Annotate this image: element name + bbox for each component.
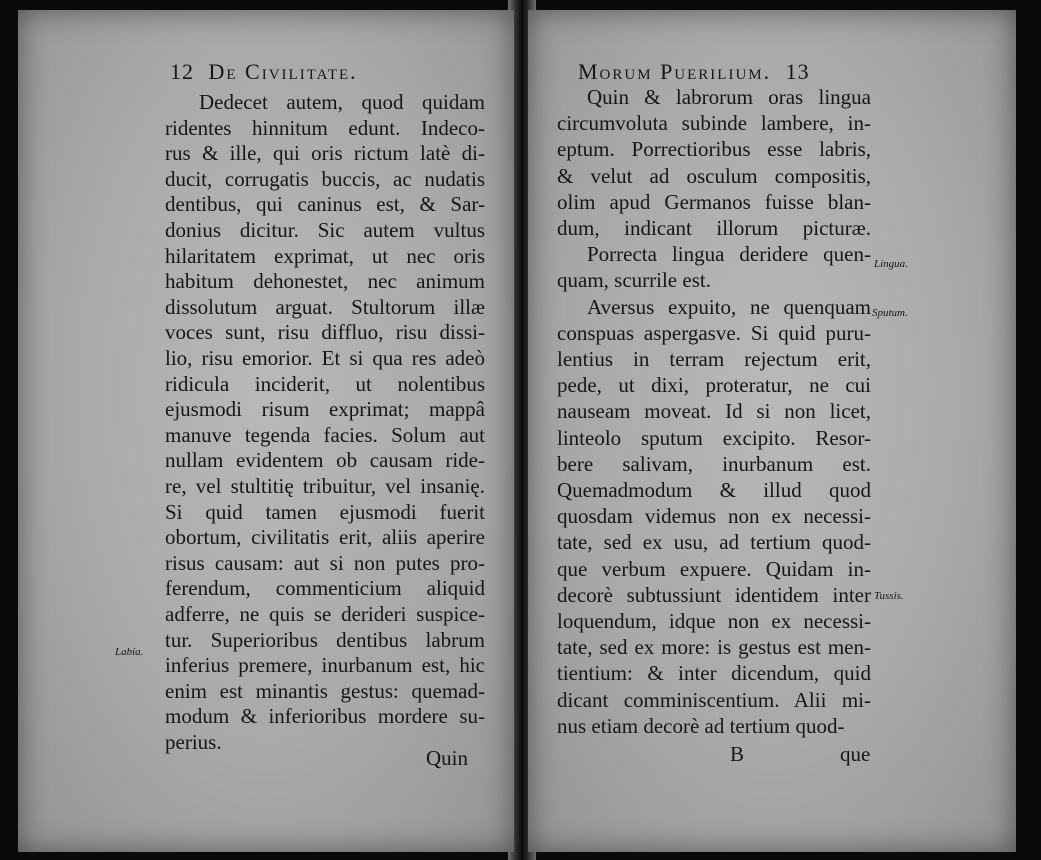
right-catchword: que [840, 742, 871, 766]
text-line: risus causam: aut si non putes pro- [165, 550, 485, 575]
right-page [528, 10, 1016, 852]
text-line: Quin & labrorum oras lingua [587, 85, 871, 109]
text-line: quosdam videmus non ex necessi- [557, 504, 871, 529]
text-line: lio, risu emorior. Et si qua res adeò [165, 346, 485, 370]
left-page [18, 10, 514, 852]
text-line: & velut ad osculum compositis, [557, 163, 871, 188]
right-running-head [578, 59, 810, 85]
text-line: circumvoluta subinde lambere, in- [557, 111, 871, 136]
text-line: tate, sed ex usu, ad tertium quod- [557, 530, 871, 555]
text-line: Quemadmodum & illud quod [557, 478, 871, 502]
text-line: dentibus, qui caninus est, & Sar- [165, 192, 485, 217]
right-page-number: 13 [785, 59, 810, 84]
text-line: ejusmodi risum exprimat; mappâ [165, 397, 485, 422]
margin-note-labia: Labia. [115, 646, 144, 658]
text-line: Porrecta lingua deridere quen- [587, 242, 871, 267]
right-signature-mark: B [730, 742, 745, 766]
left-running-head [170, 59, 358, 85]
right-running-title: Morum Puerilium. [578, 59, 772, 84]
text-line: nus etiam decorè ad tertium quod- [557, 713, 845, 738]
text-line: ridicula inciderit, ut nolentibus [165, 371, 485, 396]
text-line: tientium: & inter dicendum, quid [557, 661, 871, 686]
text-line: nullam evidentem ob causam ride- [165, 448, 485, 473]
left-catchword: Quin [426, 746, 468, 770]
text-line: tate, sed ex more: is gestus est men- [557, 635, 871, 660]
text-line: re, vel stultitię tribuitur, vel insanię. [165, 474, 485, 498]
text-line: rus & ille, qui oris rictum latè di- [165, 141, 485, 166]
text-line: olim apud Germanos fuisse blan- [557, 189, 871, 214]
text-line: bere salivam, inurbanum est. [557, 451, 871, 476]
text-line: ferendum, commenticium aliquid [165, 576, 485, 601]
text-line: enim est minantis gestus: quemad- [165, 678, 485, 703]
text-line: conspuas aspergasve. Si quid puru- [557, 320, 871, 345]
text-line: ridentes hinnitum edunt. Indeco- [165, 115, 485, 140]
text-line: Aversus expuito, ne quenquam [587, 294, 871, 319]
text-line: donius dicitur. Sic autem vultus [165, 218, 485, 242]
text-line: dicant comminiscentium. Alii mi- [557, 687, 871, 712]
text-line: loquendum, idque non ex necessi- [557, 609, 871, 633]
text-line: voces sunt, risu diffluo, risu dissi- [165, 320, 485, 345]
text-line: modum & inferioribus mordere su- [165, 704, 485, 729]
text-line: habitum dehonestet, nec animum [165, 269, 485, 294]
margin-note-sputum: Sputum. [872, 307, 908, 319]
text-line: obortum, civilitatis erit, aliis aperire [165, 525, 485, 550]
text-line: hilaritatem exprimat, ut nec oris [165, 243, 485, 268]
text-line: nauseam moveat. Id si non licet, [557, 399, 871, 424]
text-line: quam, scurrile est. [557, 268, 711, 293]
text-line: Dedecet autem, quod quidam [199, 90, 485, 114]
margin-note-tussis: Tussis. [874, 590, 904, 602]
text-line: inferius premere, inurbanum est, hic [165, 653, 485, 678]
left-page-number: 12 [170, 59, 194, 84]
text-line: Si quid tamen ejusmodi fuerit [165, 499, 485, 524]
text-line: dissolutum arguat. Stultorum illæ [165, 294, 485, 319]
text-line: eptum. Porrectioribus esse labris, [557, 137, 871, 162]
text-line: adferre, ne quis se derideri suspice- [165, 602, 485, 626]
text-line: ducit, corrugatis buccis, ac nudatis [165, 166, 485, 191]
left-running-title: De Civilitate. [208, 59, 358, 84]
text-line: lentius in terram rejectum erit, [557, 347, 871, 371]
text-line: pede, ut dixi, proteratur, ne cui [557, 373, 871, 398]
text-line: perius. [165, 730, 222, 754]
text-line: dum, indicant illorum picturæ. [557, 216, 871, 240]
text-line: tur. Superioribus dentibus labrum [165, 627, 485, 652]
text-line: linteolo sputum excipito. Resor- [557, 425, 871, 450]
text-line: que verbum expuere. Quidam in- [557, 556, 871, 581]
text-line: manuve tegenda facies. Solum aut [165, 422, 485, 447]
text-line: decorè subtussiunt identidem inter [557, 582, 871, 607]
margin-note-lingua: Lingua. [874, 258, 908, 270]
